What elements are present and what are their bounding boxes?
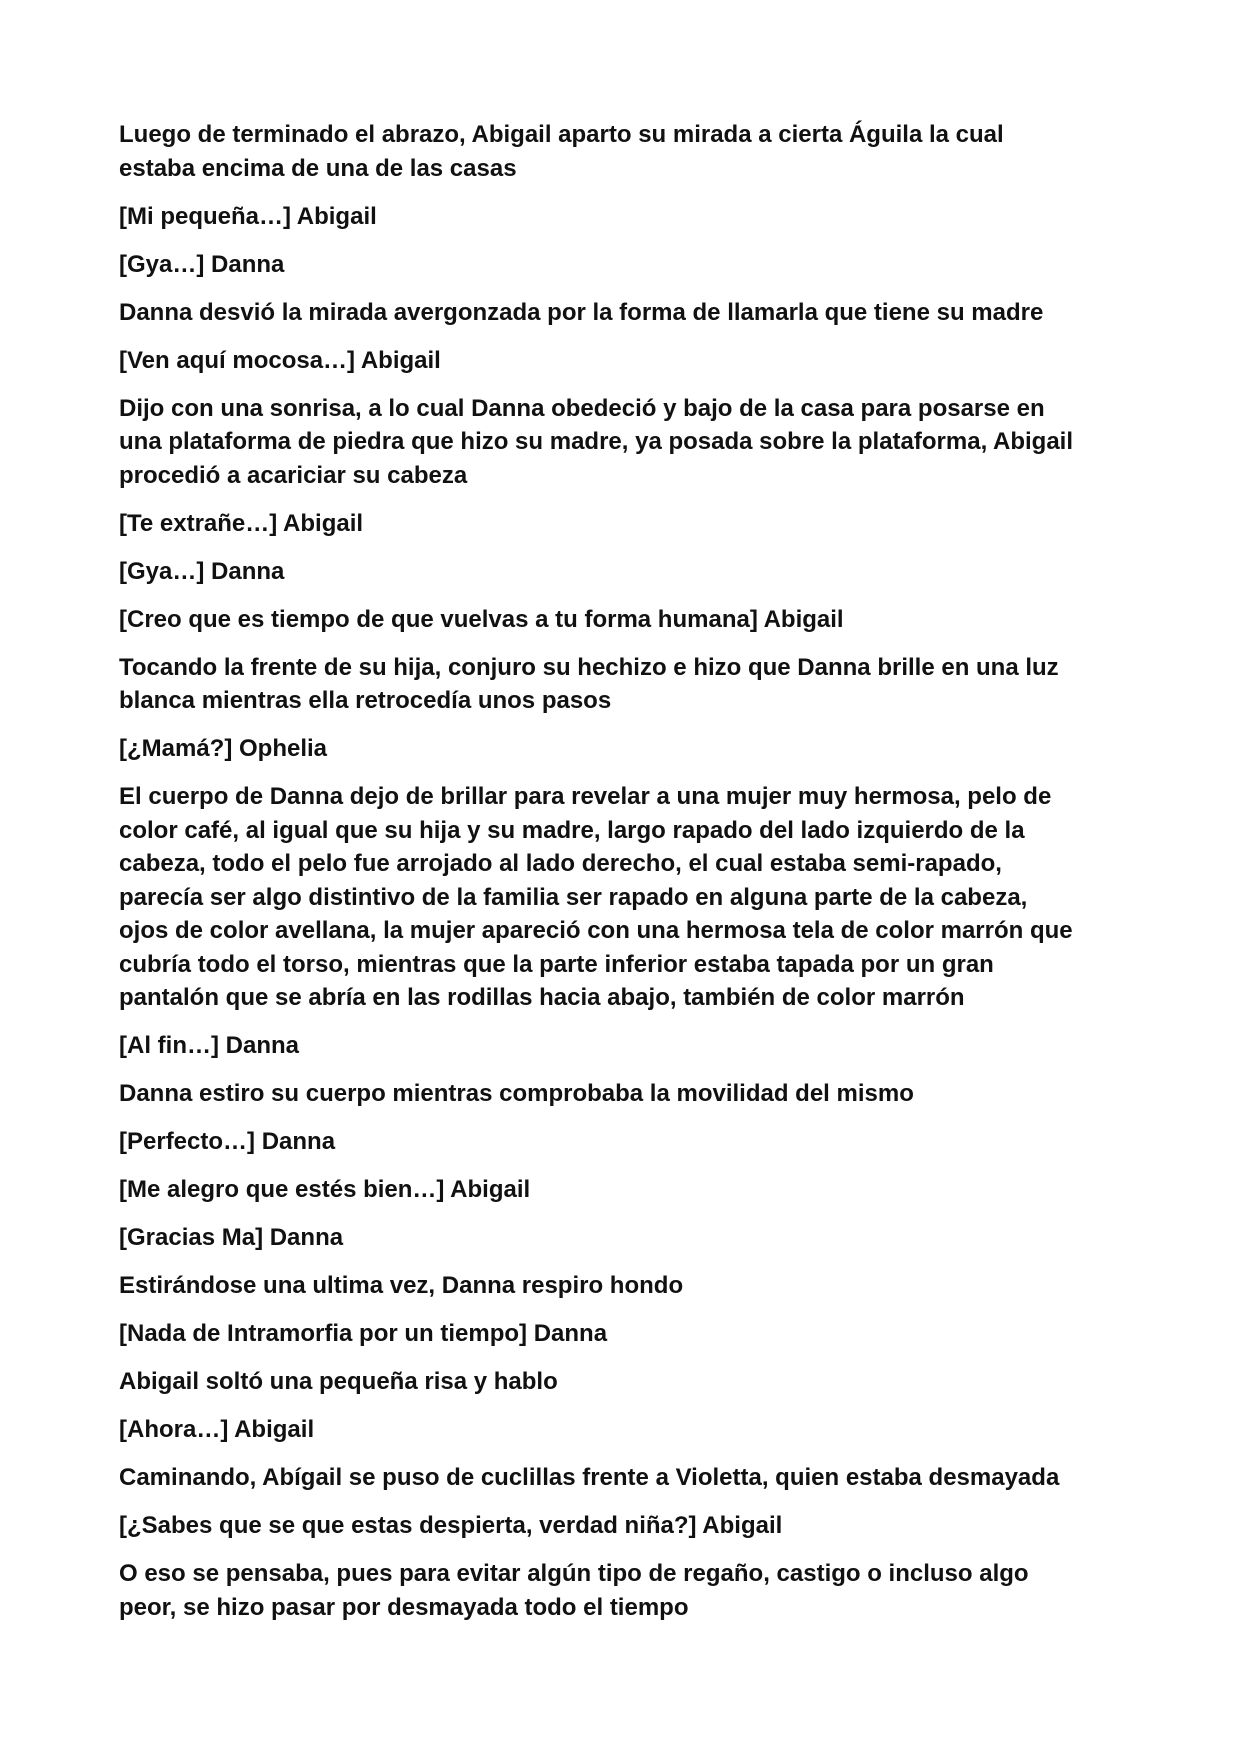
dialogue-line: [¿Mamá?] Ophelia	[119, 735, 328, 762]
dialogue-line: [Al fin…] Danna	[119, 1032, 299, 1059]
paragraph: Abigail soltó una pequeña risa y hablo	[119, 1368, 558, 1395]
paragraph: Estirándose una ultima vez, Danna respiro hondo	[119, 1272, 684, 1299]
dialogue-line: [Creo que es tiempo de que vuelvas a tu forma humana] Abigail	[119, 605, 844, 633]
paragraph: Danna estiro su cuerpo mientras comprobaba la movilidad del mismo	[119, 1080, 914, 1107]
paragraph: Luego de terminado el abrazo, Abigail aparto su mirada a cierta Águila la cual estaba encima de una de las casas	[119, 121, 1004, 182]
paragraph: O eso se pensaba, pues para evitar algún tipo de regaño, castigo o incluso algo peor, se hizo pasar por desmayada todo el tiempo	[119, 1560, 1029, 1621]
dialogue-line: [Nada de Intramorfia por un tiempo] Danna	[119, 1320, 608, 1347]
dialogue-line: [Ahora…] Abigail	[119, 1416, 315, 1443]
dialogue-line: [Perfecto…] Danna	[119, 1128, 336, 1155]
paragraph: Danna desvió la mirada avergonzada por la forma de llamarla que tiene su madre	[119, 298, 1044, 326]
dialogue-line: [Gracias Ma] Danna	[119, 1224, 344, 1251]
dialogue-line: [Me alegro que estés bien…] Abigail	[119, 1176, 531, 1203]
document-page	[119, 118, 1129, 1639]
dialogue-line: [Ven aquí mocosa…] Abigail	[119, 346, 441, 374]
dialogue-line: [¿Sabes que se que estas despierta, verdad niña?] Abigail	[119, 1512, 783, 1539]
dialogue-line: [Gya…] Danna	[119, 250, 285, 278]
paragraph: El cuerpo de Danna dejo de brillar para revelar a una mujer muy hermosa, pelo de color café, al igual que su hija y su madre, largo rapado del lado izquierdo de la cabeza, todo el pelo fue arrojado al lado derecho, el cual estaba semi-rapado, parecía ser algo distintivo de la familia ser rapado en alguna parte de la cabeza, ojos de color avellana, la mujer apareció con una hermosa tela de color marrón que cubría todo el torso, mientras que la parte inferior estaba tapada por un gran pantalón que se abría en las rodillas hacia abajo, también de color marrón	[119, 783, 1073, 1011]
dialogue-line: [Mi pequeña…] Abigail	[119, 202, 377, 230]
paragraph: Tocando la frente de su hija, conjuro su hechizo e hizo que Danna brille en una luz blanca mientras ella retrocedía unos pasos	[119, 653, 1059, 714]
dialogue-line: [Te extrañe…] Abigail	[119, 509, 364, 537]
paragraph: Caminando, Abígail se puso de cuclillas frente a Violetta, quien estaba desmayada	[119, 1464, 1060, 1491]
dialogue-line: [Gya…] Danna	[119, 557, 285, 585]
paragraph: Dijo con una sonrisa, a lo cual Danna obedeció y bajo de la casa para posarse en una plataforma de piedra que hizo su madre, ya posada sobre la plataforma, Abigail procedió a acariciar su cabeza	[119, 394, 1074, 489]
